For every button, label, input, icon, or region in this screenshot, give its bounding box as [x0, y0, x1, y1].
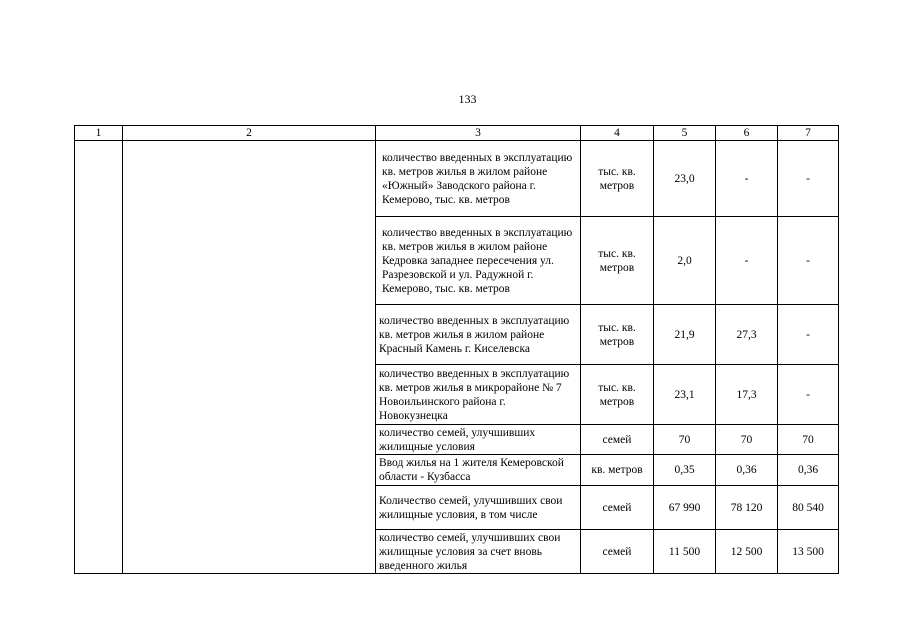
- header-row: [75, 126, 839, 141]
- value-cell-6: 78 120: [716, 486, 778, 530]
- value-cell-5: 70: [654, 425, 716, 455]
- value-cell-5: 0,35: [654, 455, 716, 486]
- value-cell-6: 70: [716, 425, 778, 455]
- unit-cell: тыс. кв. метров: [581, 305, 654, 365]
- value-cell-5: 23,1: [654, 365, 716, 425]
- unit-cell: тыс. кв. метров: [581, 365, 654, 425]
- value-cell-5: 2,0: [654, 217, 716, 305]
- value-cell-7: 13 500: [778, 530, 839, 574]
- indicator-cell: количество семей, улучшивших свои жилищные условия за счет вновь введенного жилья: [376, 530, 581, 574]
- value-cell-6: -: [716, 141, 778, 217]
- value-cell-7: -: [778, 305, 839, 365]
- indicators-table: [74, 125, 839, 574]
- value-cell-5: 21,9: [654, 305, 716, 365]
- value-cell-6: -: [716, 217, 778, 305]
- value-cell-5: 23,0: [654, 141, 716, 217]
- table-row: [75, 141, 839, 217]
- indicator-cell: количество введенных в эксплуатацию кв. метров жилья в жилом районе Красный Камень г. Киселевска: [376, 305, 581, 365]
- header-col-2: 2: [123, 126, 376, 141]
- header-col-3: 3: [376, 126, 581, 141]
- value-cell-6: 27,3: [716, 305, 778, 365]
- unit-cell: семей: [581, 486, 654, 530]
- indicator-cell: количество семей, улучшивших жилищные условия: [376, 425, 581, 455]
- value-cell-5: 67 990: [654, 486, 716, 530]
- value-cell-7: -: [778, 141, 839, 217]
- value-cell-7: 0,36: [778, 455, 839, 486]
- value-cell-7: -: [778, 217, 839, 305]
- unit-cell: тыс. кв. метров: [581, 217, 654, 305]
- value-cell-6: 17,3: [716, 365, 778, 425]
- unit-cell: семей: [581, 425, 654, 455]
- header-col-5: 5: [654, 126, 716, 141]
- indicator-cell: Ввод жилья на 1 жителя Кемеровской области - Кузбасса: [376, 455, 581, 486]
- unit-cell: семей: [581, 530, 654, 574]
- header-col-6: 6: [716, 126, 778, 141]
- header-col-7: 7: [778, 126, 839, 141]
- indicator-cell: количество введенных в эксплуатацию кв. метров жилья в микрорайоне № 7 Новоильинского района г. Новокузнецка: [376, 365, 581, 425]
- indicator-cell: количество введенных в эксплуатацию кв. метров жилья в жилом районе «Южный» Заводского района г. Кемерово, тыс. кв. метров: [376, 141, 581, 217]
- value-cell-5: 11 500: [654, 530, 716, 574]
- header-col-4: 4: [581, 126, 654, 141]
- value-cell-6: 0,36: [716, 455, 778, 486]
- indicator-cell: количество введенных в эксплуатацию кв. метров жилья в жилом районе Кедровка западнее пересечения ул. Разрезовской и ул. Радужной г. Кемерово, тыс. кв. метров: [376, 217, 581, 305]
- page-number: 133: [458, 92, 477, 106]
- merged-cell-col-1: [75, 141, 123, 574]
- value-cell-7: 70: [778, 425, 839, 455]
- unit-cell: кв. метров: [581, 455, 654, 486]
- value-cell-6: 12 500: [716, 530, 778, 574]
- merged-cell-col-2: [123, 141, 376, 574]
- value-cell-7: -: [778, 365, 839, 425]
- value-cell-7: 80 540: [778, 486, 839, 530]
- indicator-cell: Количество семей, улучшивших свои жилищные условия, в том числе: [376, 486, 581, 530]
- unit-cell: тыс. кв. метров: [581, 141, 654, 217]
- header-col-1: 1: [75, 126, 123, 141]
